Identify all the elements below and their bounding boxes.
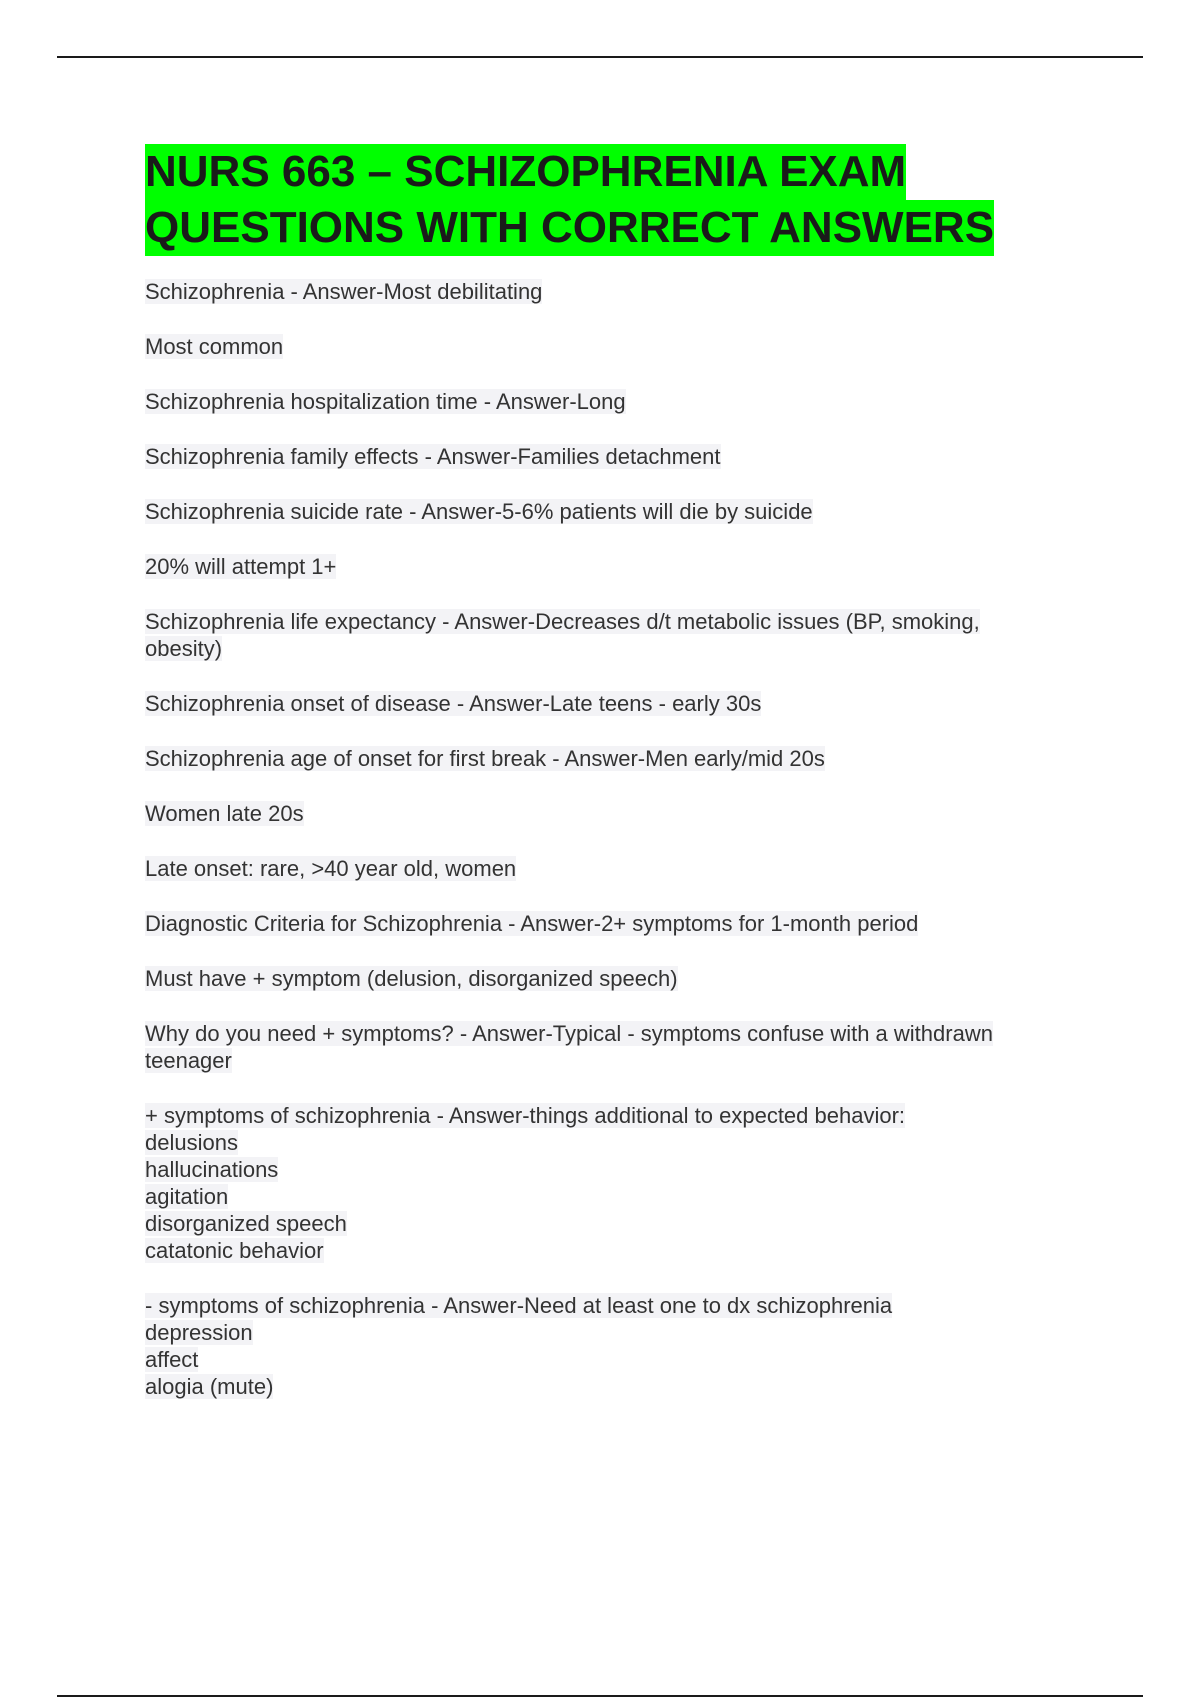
qa-paragraph: Schizophrenia age of onset for first break - Answer-Men early/mid 20s	[145, 746, 825, 771]
qa-paragraph: 20% will attempt 1+	[145, 554, 337, 579]
qa-paragraph: - symptoms of schizophrenia - Answer-Need at least one to dx schizophrenia depression affect alogia (mute)	[145, 1293, 893, 1399]
qa-paragraph: Must have + symptom (delusion, disorganized speech)	[145, 966, 678, 991]
document-title	[145, 144, 1085, 256]
qa-paragraph: Schizophrenia hospitalization time - Answer-Long	[145, 389, 626, 414]
title-line-1: NURS 663 – SCHIZOPHRENIA EXAM	[145, 144, 906, 200]
document-body	[145, 144, 1085, 1428]
bottom-rule	[57, 1695, 1143, 1697]
qa-paragraph: Schizophrenia onset of disease - Answer-Late teens - early 30s	[145, 691, 762, 716]
qa-paragraph: Why do you need + symptoms? - Answer-Typical - symptoms confuse with a withdrawn teenager	[145, 1021, 993, 1073]
qa-paragraph: Most common	[145, 334, 284, 359]
qa-paragraph: Women late 20s	[145, 801, 304, 826]
qa-paragraph: Schizophrenia family effects - Answer-Families detachment	[145, 444, 721, 469]
qa-paragraph: Schizophrenia - Answer-Most debilitating	[145, 279, 543, 304]
qa-paragraph: Schizophrenia suicide rate - Answer-5-6% patients will die by suicide	[145, 499, 813, 524]
top-rule	[57, 56, 1143, 58]
qa-paragraph: Schizophrenia life expectancy - Answer-Decreases d/t metabolic issues (BP, smoking, obesity)	[145, 609, 980, 661]
title-line-2: QUESTIONS WITH CORRECT ANSWERS	[145, 200, 994, 256]
qa-paragraph: Late onset: rare, >40 year old, women	[145, 856, 517, 881]
qa-list	[145, 278, 1085, 1400]
qa-paragraph: Diagnostic Criteria for Schizophrenia - Answer-2+ symptoms for 1-month period	[145, 911, 919, 936]
qa-paragraph: + symptoms of schizophrenia - Answer-things additional to expected behavior: delusions hallucinations agitation disorganized speech catatonic behavior	[145, 1103, 906, 1263]
